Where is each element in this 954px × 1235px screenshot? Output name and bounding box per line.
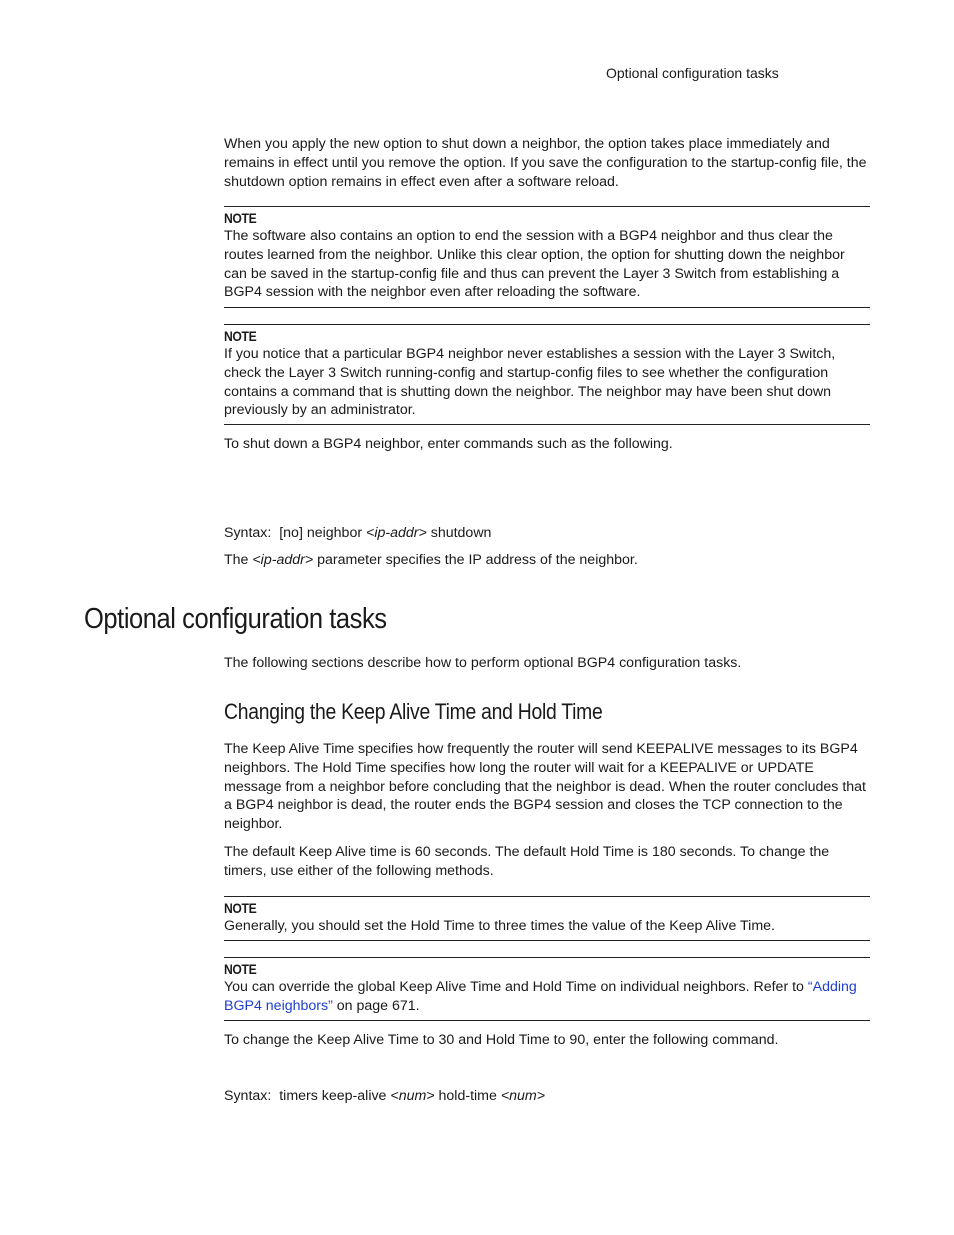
note-text: You can override the global Keep Alive Time and Hold Time on individual neighbors. Refer to “Adding BGP4 neighbors” on page 671.	[224, 979, 857, 1014]
section-intro: The following sections describe how to perform optional BGP4 configuration tasks.	[224, 655, 742, 671]
timers-syntax	[224, 1087, 545, 1105]
section-title: Optional configuration tasks	[84, 603, 387, 635]
param-description: The <ip-addr> parameter specifies the IP address of the neighbor.	[224, 552, 638, 568]
note-box-3	[224, 896, 870, 941]
shutdown-paragraph: To shut down a BGP4 neighbor, enter commands such as the following.	[224, 436, 673, 452]
keepalive-paragraph: The Keep Alive Time specifies how frequently the router will send KEEPALIVE messages to its BGP4 neighbors. The Hold Time specifies how long the router will wait for a KEEPALIVE or UPDATE message from a neighbor before concluding that the neighbor is dead. When the router concludes that a BGP4 neighbor is dead, the router ends the BGP4 session and closes the TCP connection to the neighbor.	[224, 741, 866, 833]
note-text: The software also contains an option to end the session with a BGP4 neighbor and thus clear the routes learned from the neighbor. Unlike this clear option, the option for shutting down the neighbor can be saved in the startup-config file and thus can prevent the Layer 3 Switch from establishing a BGP4 session with the neighbor even after reloading the software.	[224, 228, 845, 301]
note-text: Generally, you should set the Hold Time to three times the value of the Keep Alive Time.	[224, 918, 775, 934]
note-label: NOTE	[224, 901, 257, 916]
syntax-label: Syntax:	[224, 1088, 272, 1104]
note-box-2	[224, 324, 870, 425]
syntax-command: hold-time	[438, 1088, 497, 1104]
syntax-command: neighbor	[306, 525, 363, 541]
syntax-parameter: <num>	[390, 1088, 435, 1104]
syntax-parameter: <ip-addr>	[366, 525, 427, 541]
note-box-4	[224, 957, 870, 1021]
running-header: Optional configuration tasks	[606, 65, 779, 81]
syntax-command: timers keep-alive	[279, 1088, 387, 1104]
subsection-title: Changing the Keep Alive Time and Hold Time	[224, 699, 603, 724]
note-text: If you notice that a particular BGP4 neighbor never establishes a session with the Layer 3 Switch, check the Layer 3 Switch running-config and startup-config files to see whether the configuration contains a command that is shutting down the neighbor. The neighbor may have been shut down previously by an administrator.	[224, 346, 836, 419]
syntax-label: Syntax:	[224, 525, 272, 541]
shutdown-syntax	[224, 524, 491, 542]
defaults-paragraph: The default Keep Alive time is 60 seconds. The default Hold Time is 180 seconds. To change the timers, use either of the following methods.	[224, 844, 830, 879]
syntax-keyword: shutdown	[430, 525, 492, 541]
note-label: NOTE	[224, 962, 257, 977]
timers-paragraph: To change the Keep Alive Time to 30 and Hold Time to 90, enter the following command.	[224, 1032, 779, 1048]
intro-paragraph: When you apply the new option to shut down a neighbor, the option takes place immediately and remains in effect until you remove the option. If you save the configuration to the startup-config file, the shutdown option remains in effect even after a software reload.	[224, 136, 867, 190]
param-name: <ip-addr>	[252, 552, 314, 568]
note-box-1	[224, 206, 870, 308]
syntax-option: [no]	[279, 525, 303, 541]
adding-bgp4-neighbors-link[interactable]: “Adding BGP4 neighbors”	[224, 979, 857, 1014]
syntax-parameter: <num>	[500, 1088, 546, 1104]
note-label: NOTE	[224, 211, 257, 226]
note-label: NOTE	[224, 329, 257, 344]
